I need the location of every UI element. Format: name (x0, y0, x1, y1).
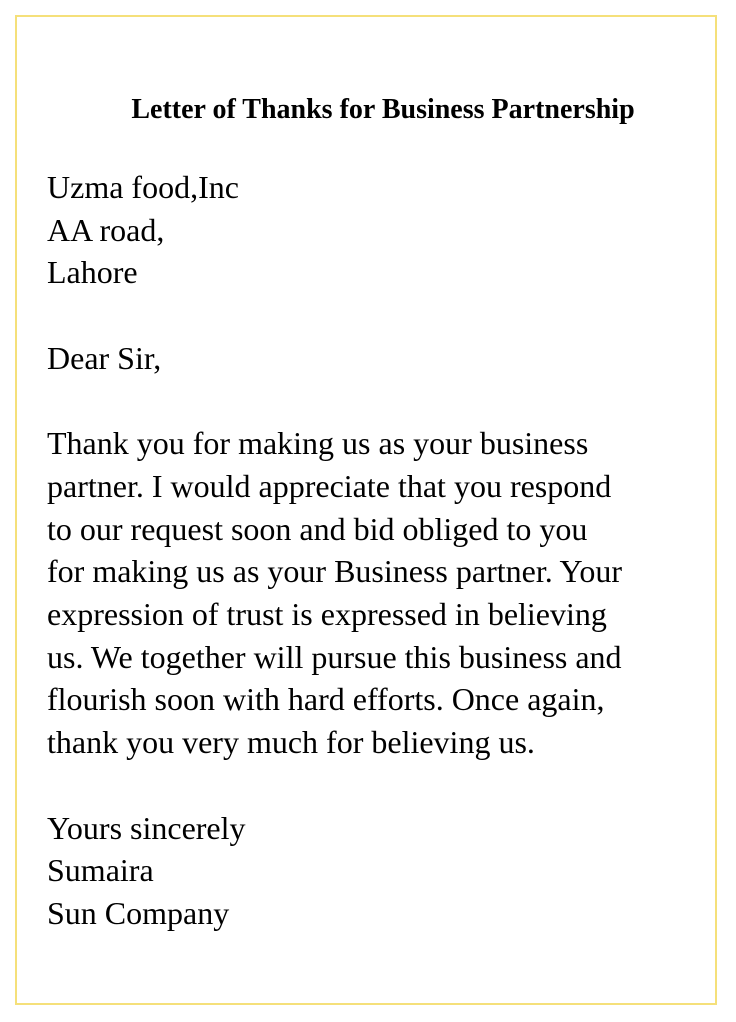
paragraph-line: for making us as your Business partner. Your (47, 553, 623, 590)
paragraph-line: Thank you for making us as your business (47, 425, 589, 462)
address-line-company: Uzma food,Inc (47, 169, 239, 205)
paragraph-line: partner. I would appreciate that you respond (47, 467, 612, 504)
salutation: Dear Sir, (47, 339, 162, 376)
paragraph-line: us. We together will pursue this business and (47, 638, 622, 675)
sender-company: Sun Company (47, 894, 230, 931)
signature-block (47, 807, 707, 935)
paragraph-line: thank you very much for believing us. (47, 724, 535, 761)
address-line-city: Lahore (47, 254, 138, 291)
recipient-address (47, 166, 707, 294)
letter-paragraph (47, 422, 707, 764)
sender-name: Sumaira (47, 852, 154, 889)
paragraph-line: expression of trust is expressed in believing (47, 596, 607, 632)
address-line-street: AA road, (47, 211, 165, 248)
letter-title: Letter of Thanks for Business Partnership (131, 94, 635, 125)
paragraph-line: flourish soon with hard efforts. Once again, (47, 681, 605, 718)
paragraph-line: to our request soon and bid obliged to you (47, 510, 588, 547)
closing: Yours sincerely (47, 809, 246, 846)
letter-body (47, 166, 707, 935)
